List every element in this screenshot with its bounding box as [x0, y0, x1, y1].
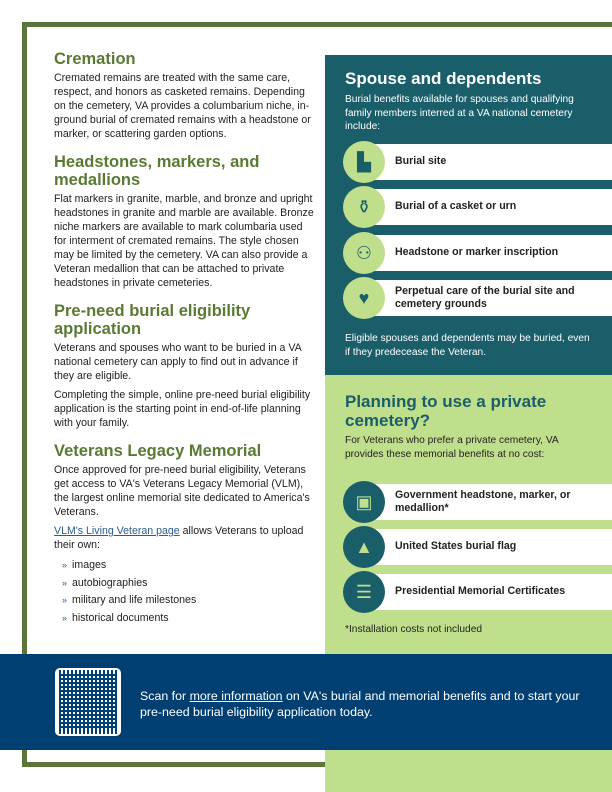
cremation-section [54, 50, 316, 141]
list-item-label: military and life milestones [72, 594, 197, 606]
spouse-footer-wrap [345, 332, 595, 364]
benefit-item [343, 571, 612, 613]
headstones-section [54, 153, 316, 290]
preneed-body-2: Completing the simple, online pre-need burial eligibility application is the starting point in end-of-life planning with your family. [54, 389, 311, 429]
vlm-section [54, 442, 316, 627]
vlm-body: Once approved for pre-need burial eligibility, Veterans get access to VA's Veterans Legacy Memorial (VLM), the largest online memorial site dedicated to America's Veterans. [54, 464, 310, 518]
folded-flag-icon: ▲ [343, 526, 385, 568]
benefit-item [343, 232, 612, 274]
urn-icon: ⚱ [343, 186, 385, 228]
left-column [54, 50, 316, 639]
banner-text [140, 688, 580, 720]
banner-text-pre: Scan for [140, 689, 190, 703]
vlm-living-veteran-link[interactable]: VLM's Living Veteran page [54, 525, 180, 537]
benefit-label: United States burial flag [365, 529, 612, 565]
qr-code-icon[interactable] [55, 668, 121, 736]
spouse-intro: Burial benefits available for spouses and qualifying family members interred at a VA national cemetery include: [345, 94, 574, 132]
spouse-header [345, 69, 595, 139]
cremation-body: Cremated remains are treated with the same care, respect, and honors as casketed remains. Depending on the cemetery, VA provides a columbarium niche, in-ground burial of cremated remains with a headstone or marker, or scattering garden options. [54, 72, 311, 140]
headstones-body: Flat markers in granite, marble, and bronze and upright headstones in granite and marble are available. Bronze niche markers are available to mark columbaria used for interment of cremated remains. The style chosen may be limited by the cemetery. VA can also provide a Veteran medallion that can be attached to private headstones in private cemeteries. [54, 193, 314, 289]
headstone-icon: ▙ [343, 141, 385, 183]
private-footnote-wrap [345, 623, 595, 642]
vlm-upload-list [62, 557, 316, 627]
benefit-item [343, 141, 612, 183]
list-item [62, 592, 316, 610]
list-item-label: images [72, 559, 107, 571]
family-headstone-icon: ⚇ [343, 232, 385, 274]
headstone-marker-icon: ▣ [343, 481, 385, 523]
vlm-link-paragraph [54, 524, 316, 552]
private-header [345, 392, 595, 466]
private-intro: For Veterans who prefer a private cemetery, VA provides these memorial benefits at no cost: [345, 435, 559, 460]
list-item [62, 575, 316, 593]
bullet-icon: » [62, 612, 68, 623]
more-information-link[interactable]: more information [189, 689, 283, 703]
qr-banner [0, 654, 612, 750]
banner-text-post: on VA's burial and memorial benefits and to start your pre-need burial eligibility application today. [140, 689, 580, 719]
cremation-heading: Cremation [54, 50, 136, 68]
benefit-label: Burial site [365, 144, 612, 180]
benefit-label: Government headstone, marker, or medallion* [365, 484, 612, 520]
benefit-item [343, 277, 612, 319]
benefit-label: Headstone or marker inscription [365, 235, 612, 271]
benefit-label: Burial of a casket or urn [365, 189, 612, 225]
spouse-heading: Spouse and dependents [345, 69, 542, 88]
hands-heart-icon: ♥ [343, 277, 385, 319]
benefit-item [343, 526, 612, 568]
spouse-footer: Eligible spouses and dependents may be buried, even if they predecease the Veteran. [345, 333, 590, 358]
benefit-item [343, 481, 612, 523]
spouse-dependents-panel [325, 55, 612, 375]
vlm-heading: Veterans Legacy Memorial [54, 442, 262, 460]
preneed-section [54, 302, 316, 430]
preneed-heading: Pre-need burial eligibility application [54, 302, 251, 338]
benefit-label: Perpetual care of the burial site and cemetery grounds [365, 280, 612, 316]
list-item-label: autobiographies [72, 576, 148, 589]
private-heading: Planning to use a private cemetery? [345, 392, 547, 430]
bullet-icon: » [62, 560, 68, 570]
preneed-body-1: Veterans and spouses who want to be buried in a VA national cemetery can apply to find out in advance if they are eligible. [54, 342, 302, 382]
list-item [62, 557, 316, 575]
certificate-scroll-icon: ☰ [343, 571, 385, 613]
bullet-icon: » [62, 595, 68, 605]
bullet-icon: » [62, 577, 68, 588]
list-item-label: historical documents [72, 611, 169, 624]
list-item [62, 610, 316, 628]
vlm-link-after: allows Veterans to upload their own: [54, 525, 304, 551]
benefit-label: Presidential Memorial Certificates [365, 574, 612, 610]
private-footnote: *Installation costs not included [345, 624, 483, 635]
benefit-item [343, 186, 612, 228]
headstones-heading: Headstones, markers, and medallions [54, 153, 260, 189]
frame-border-top [22, 22, 612, 27]
frame-border-bottom [22, 762, 325, 767]
